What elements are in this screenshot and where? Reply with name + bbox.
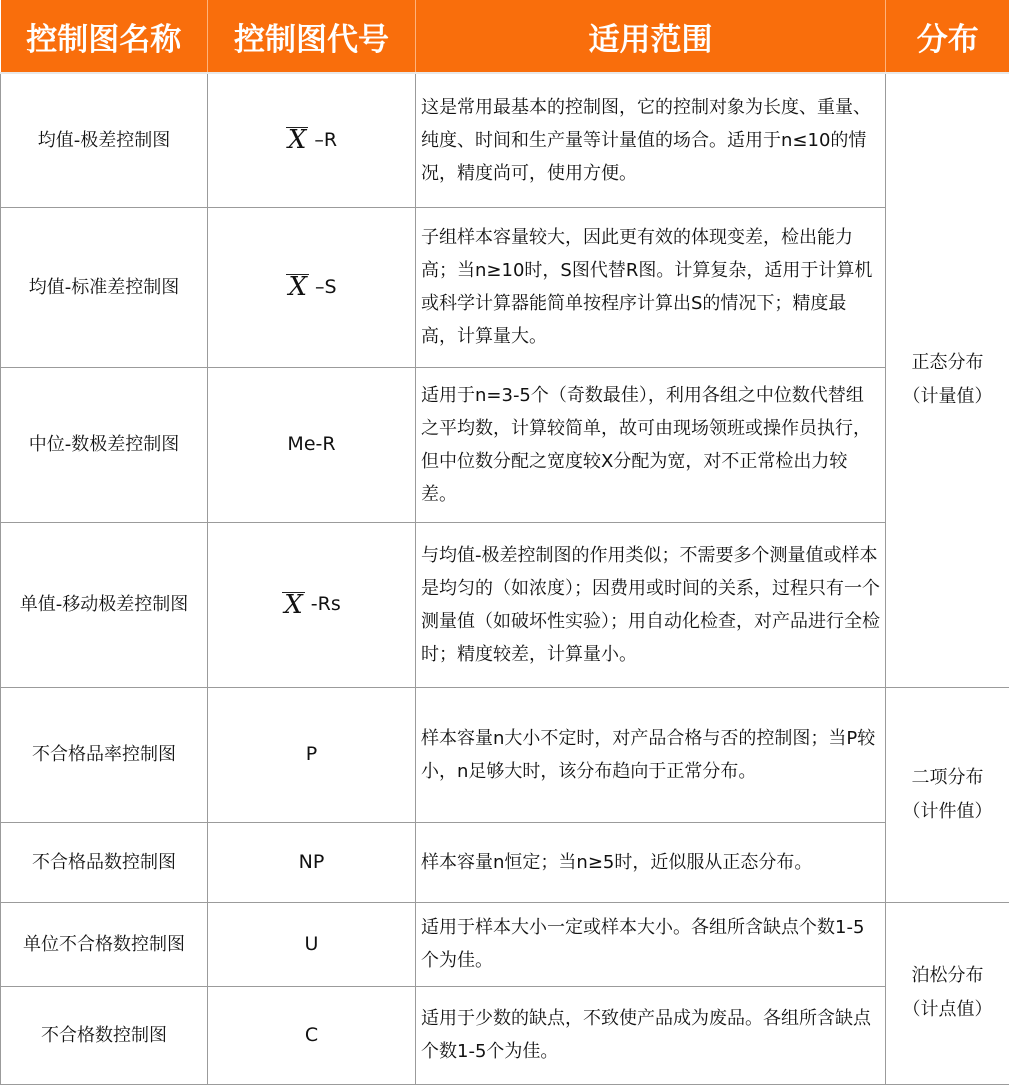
chart-code: Me-R [208, 367, 416, 522]
scope-text: 适用于样本大小一定或样本大小。各组所含缺点个数1-5个为佳。 [416, 902, 886, 986]
code-suffix: –S [314, 275, 337, 298]
header-row [1, 0, 1009, 73]
table-row [1, 822, 1009, 902]
distribution-type: （计量值） [902, 386, 993, 408]
table-row [1, 207, 1009, 367]
distribution-cell [886, 687, 1009, 902]
chart-name: 均值-标准差控制图 [1, 207, 208, 367]
chart-name: 不合格品数控制图 [1, 822, 208, 902]
chart-name: 不合格数控制图 [1, 986, 208, 1084]
code-suffix: –R [314, 128, 338, 151]
chart-name: 单值-移动极差控制图 [1, 522, 208, 687]
header-scope: 适用范围 [416, 0, 886, 73]
chart-code: C [208, 986, 416, 1084]
table-row [1, 73, 1009, 207]
x-bar-symbol: X [287, 125, 307, 156]
table-row [1, 522, 1009, 687]
table-row [1, 902, 1009, 986]
table-row [1, 687, 1009, 822]
distribution-name: 泊松分布 [911, 965, 984, 986]
header-chart-name: 控制图名称 [1, 0, 208, 73]
chart-name: 单位不合格数控制图 [1, 902, 208, 986]
chart-name: 均值-极差控制图 [1, 73, 208, 207]
scope-text: 子组样本容量较大，因此更有效的体现变差，检出能力高；当n≥10时，S图代替R图。计算复杂，适用于计算机或科学计算器能简单按程序计算出S的情况下；精度最高，计算量大。 [416, 207, 886, 367]
chart-name: 不合格品率控制图 [1, 687, 208, 822]
chart-name: 中位-数极差控制图 [1, 367, 208, 522]
chart-code: U [208, 902, 416, 986]
scope-text: 样本容量n大小不定时，对产品合格与否的控制图；当P较小，n足够大时，该分布趋向于正常分布。 [416, 687, 886, 822]
scope-text: 与均值-极差控制图的作用类似；不需要多个测量值或样本是均匀的（如浓度）；因费用或时间的关系，过程只有一个测量值（如破坏性实验）；用自动化检查，对产品进行全检时；精度较差，计算量小。 [416, 522, 886, 687]
scope-text: 这是常用最基本的控制图，它的控制对象为长度、重量、纯度、时间和生产量等计量值的场合。适用于n≤10的情况，精度尚可，使用方便。 [416, 73, 886, 207]
chart-code: NP [208, 822, 416, 902]
distribution-type: （计件值） [902, 800, 993, 822]
chart-code [208, 207, 416, 367]
distribution-name: 二项分布 [911, 766, 984, 788]
chart-code [208, 73, 416, 207]
chart-code: P [208, 687, 416, 822]
x-bar-symbol: X [284, 589, 303, 620]
code-suffix: -Rs [310, 593, 341, 615]
table-row [1, 986, 1009, 1084]
distribution-type: （计点值） [902, 999, 993, 1020]
x-bar-symbol: X [288, 272, 307, 302]
header-chart-code: 控制图代号 [208, 0, 416, 73]
scope-text: 适用于n=3-5个（奇数最佳），利用各组之中位数代替组之平均数，计算较简单，故可由现场领班或操作员执行，但中位数分配之宽度较X分配为宽，对不正常检出力较差。 [416, 367, 886, 522]
chart-code [208, 522, 416, 687]
scope-text: 样本容量n恒定；当n≥5时，近似服从正态分布。 [416, 822, 886, 902]
distribution-name: 正态分布 [911, 352, 984, 374]
table-row [1, 367, 1009, 522]
scope-text: 适用于少数的缺点，不致使产品成为废品。各组所含缺点个数1-5个为佳。 [416, 986, 886, 1084]
distribution-cell [886, 902, 1009, 1084]
header-distribution: 分布 [886, 0, 1009, 73]
distribution-cell [886, 73, 1009, 687]
